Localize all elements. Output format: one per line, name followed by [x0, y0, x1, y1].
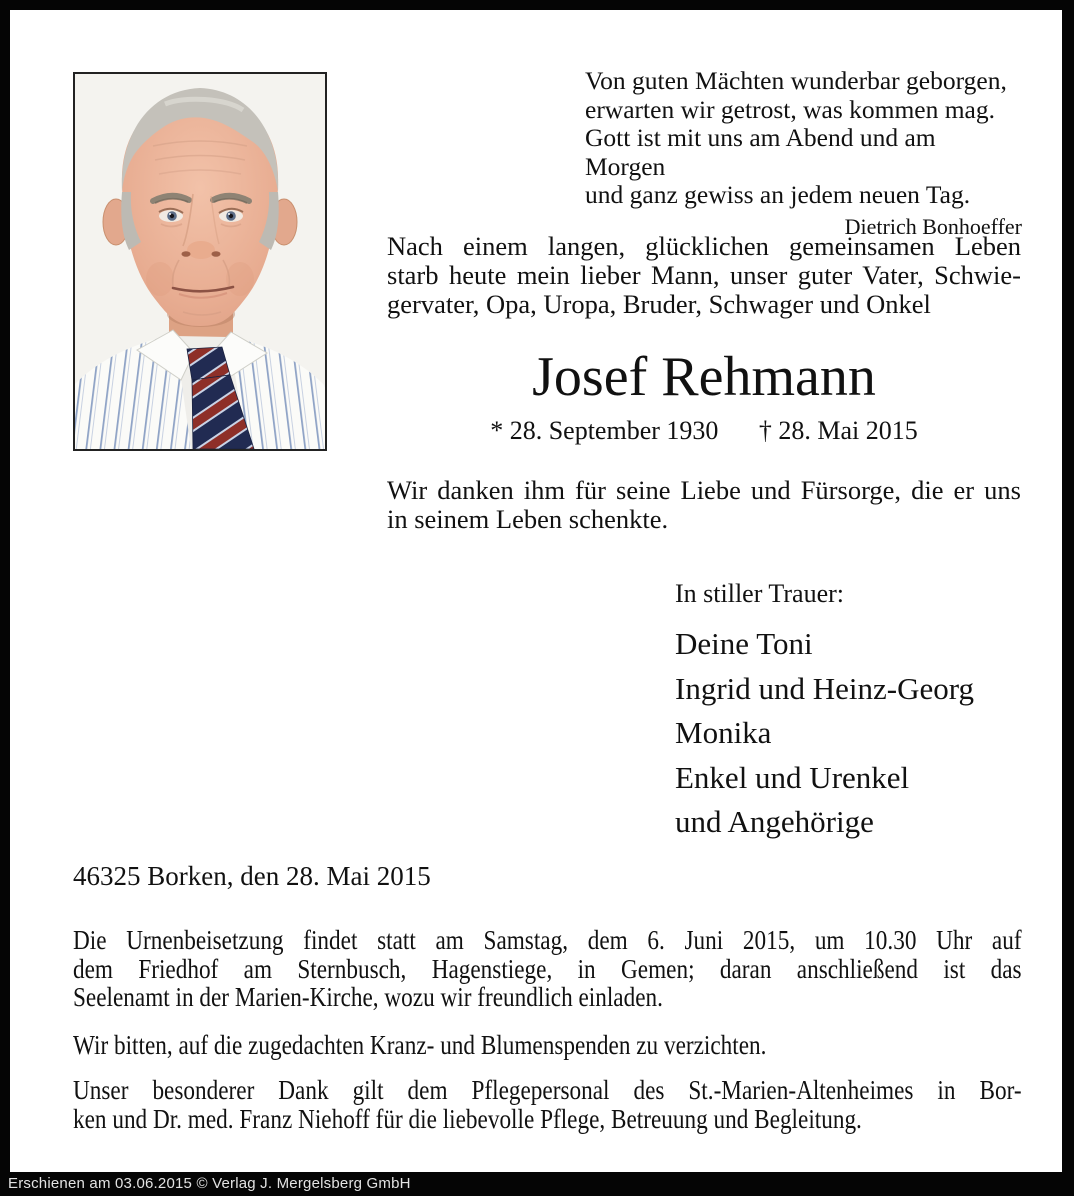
jowl-left [146, 262, 174, 296]
opening-quote [585, 67, 1022, 241]
life-dates [387, 416, 1021, 446]
mourner-name: Deine Toni [675, 626, 813, 661]
thanks-line: in seinem Leben schenkte. [387, 504, 669, 534]
place-dateline: 46325 Borken, den 28. Mai 2015 [73, 861, 431, 891]
mourner-name: und Angehörige [675, 804, 874, 839]
funeral-info [73, 926, 1022, 1012]
quote-line: Gott ist mit uns am Abend und am Morgen [585, 123, 936, 181]
death-date: † 28. Mai 2015 [758, 416, 918, 445]
mourner-name: Ingrid und Heinz-Georg [675, 670, 975, 706]
nostril-left [182, 251, 191, 257]
nose-tip [187, 241, 215, 259]
funeral-line: Die Urnenbeisetzung findet statt am Samstag, dem 6. Juni 2015, um 10.30 Uhr auf [73, 925, 1022, 955]
quote-line: Von guten Mächten wunderbar geborgen, [585, 66, 1007, 95]
obituary-paper [10, 10, 1062, 1172]
eye-highlight [228, 213, 230, 215]
gratitude-paragraph [73, 1076, 1022, 1133]
funeral-line: Seelenamt in der Marien-Kirche, wozu wir freundlich einladen. [73, 982, 663, 1012]
deceased-name: Josef Rehmann [532, 346, 876, 408]
mourner-name: Monika [675, 715, 772, 750]
portrait-photo [73, 72, 327, 451]
portrait-photo-illustration [75, 74, 325, 449]
gratitude-line: Unser besonderer Dank gilt dem Pflegepersonal des St.-Marien-Altenheimes in Bor- [73, 1075, 1022, 1105]
announcement-line: gervater, Opa, Uropa, Bruder, Schwager und Onkel [387, 288, 931, 319]
announcement-line: Nach einem langen, glücklichen gemeinsamen Leben [387, 231, 1021, 261]
thanks-line: Wir danken ihm für seine Liebe und Fürsorge, die er uns [387, 475, 1021, 505]
quote-line: und ganz gewiss an jedem neuen Tag. [585, 180, 971, 209]
eye-highlight [169, 213, 171, 215]
funeral-line: dem Friedhof am Sternbusch, Hagenstiege, in Gemen; daran anschließend ist das [73, 953, 1022, 984]
death-announcement [387, 232, 1021, 318]
jowl-right [226, 262, 254, 296]
announcement-line: starb heute mein lieber Mann, unser guter Vater, Schwie- [387, 259, 1021, 290]
thanks-paragraph [387, 476, 1021, 534]
mourner-name: Enkel und Urenkel [675, 759, 910, 795]
quote-attribution: Dietrich Bonhoeffer [844, 213, 1022, 239]
quote-line: erwarten wir getrost, was kommen mag. [585, 94, 996, 124]
publisher-imprint: Erschienen am 03.06.2015 © Verlag J. Mergelsberg GmbH [8, 1175, 411, 1192]
birth-date: * 28. September 1930 [490, 416, 719, 445]
nostril-right [212, 251, 221, 257]
tie-knot [187, 347, 230, 380]
mourning-names [675, 622, 974, 845]
gratitude-line: ken und Dr. med. Franz Niehoff für die liebevolle Pflege, Betreuung und Begleitung. [73, 1103, 862, 1134]
flower-request [73, 1031, 1022, 1060]
request-line: Wir bitten, auf die zugedachten Kranz- und Blumenspenden zu verzichten. [73, 1030, 767, 1060]
mourning-heading: In stiller Trauer: [675, 579, 844, 608]
